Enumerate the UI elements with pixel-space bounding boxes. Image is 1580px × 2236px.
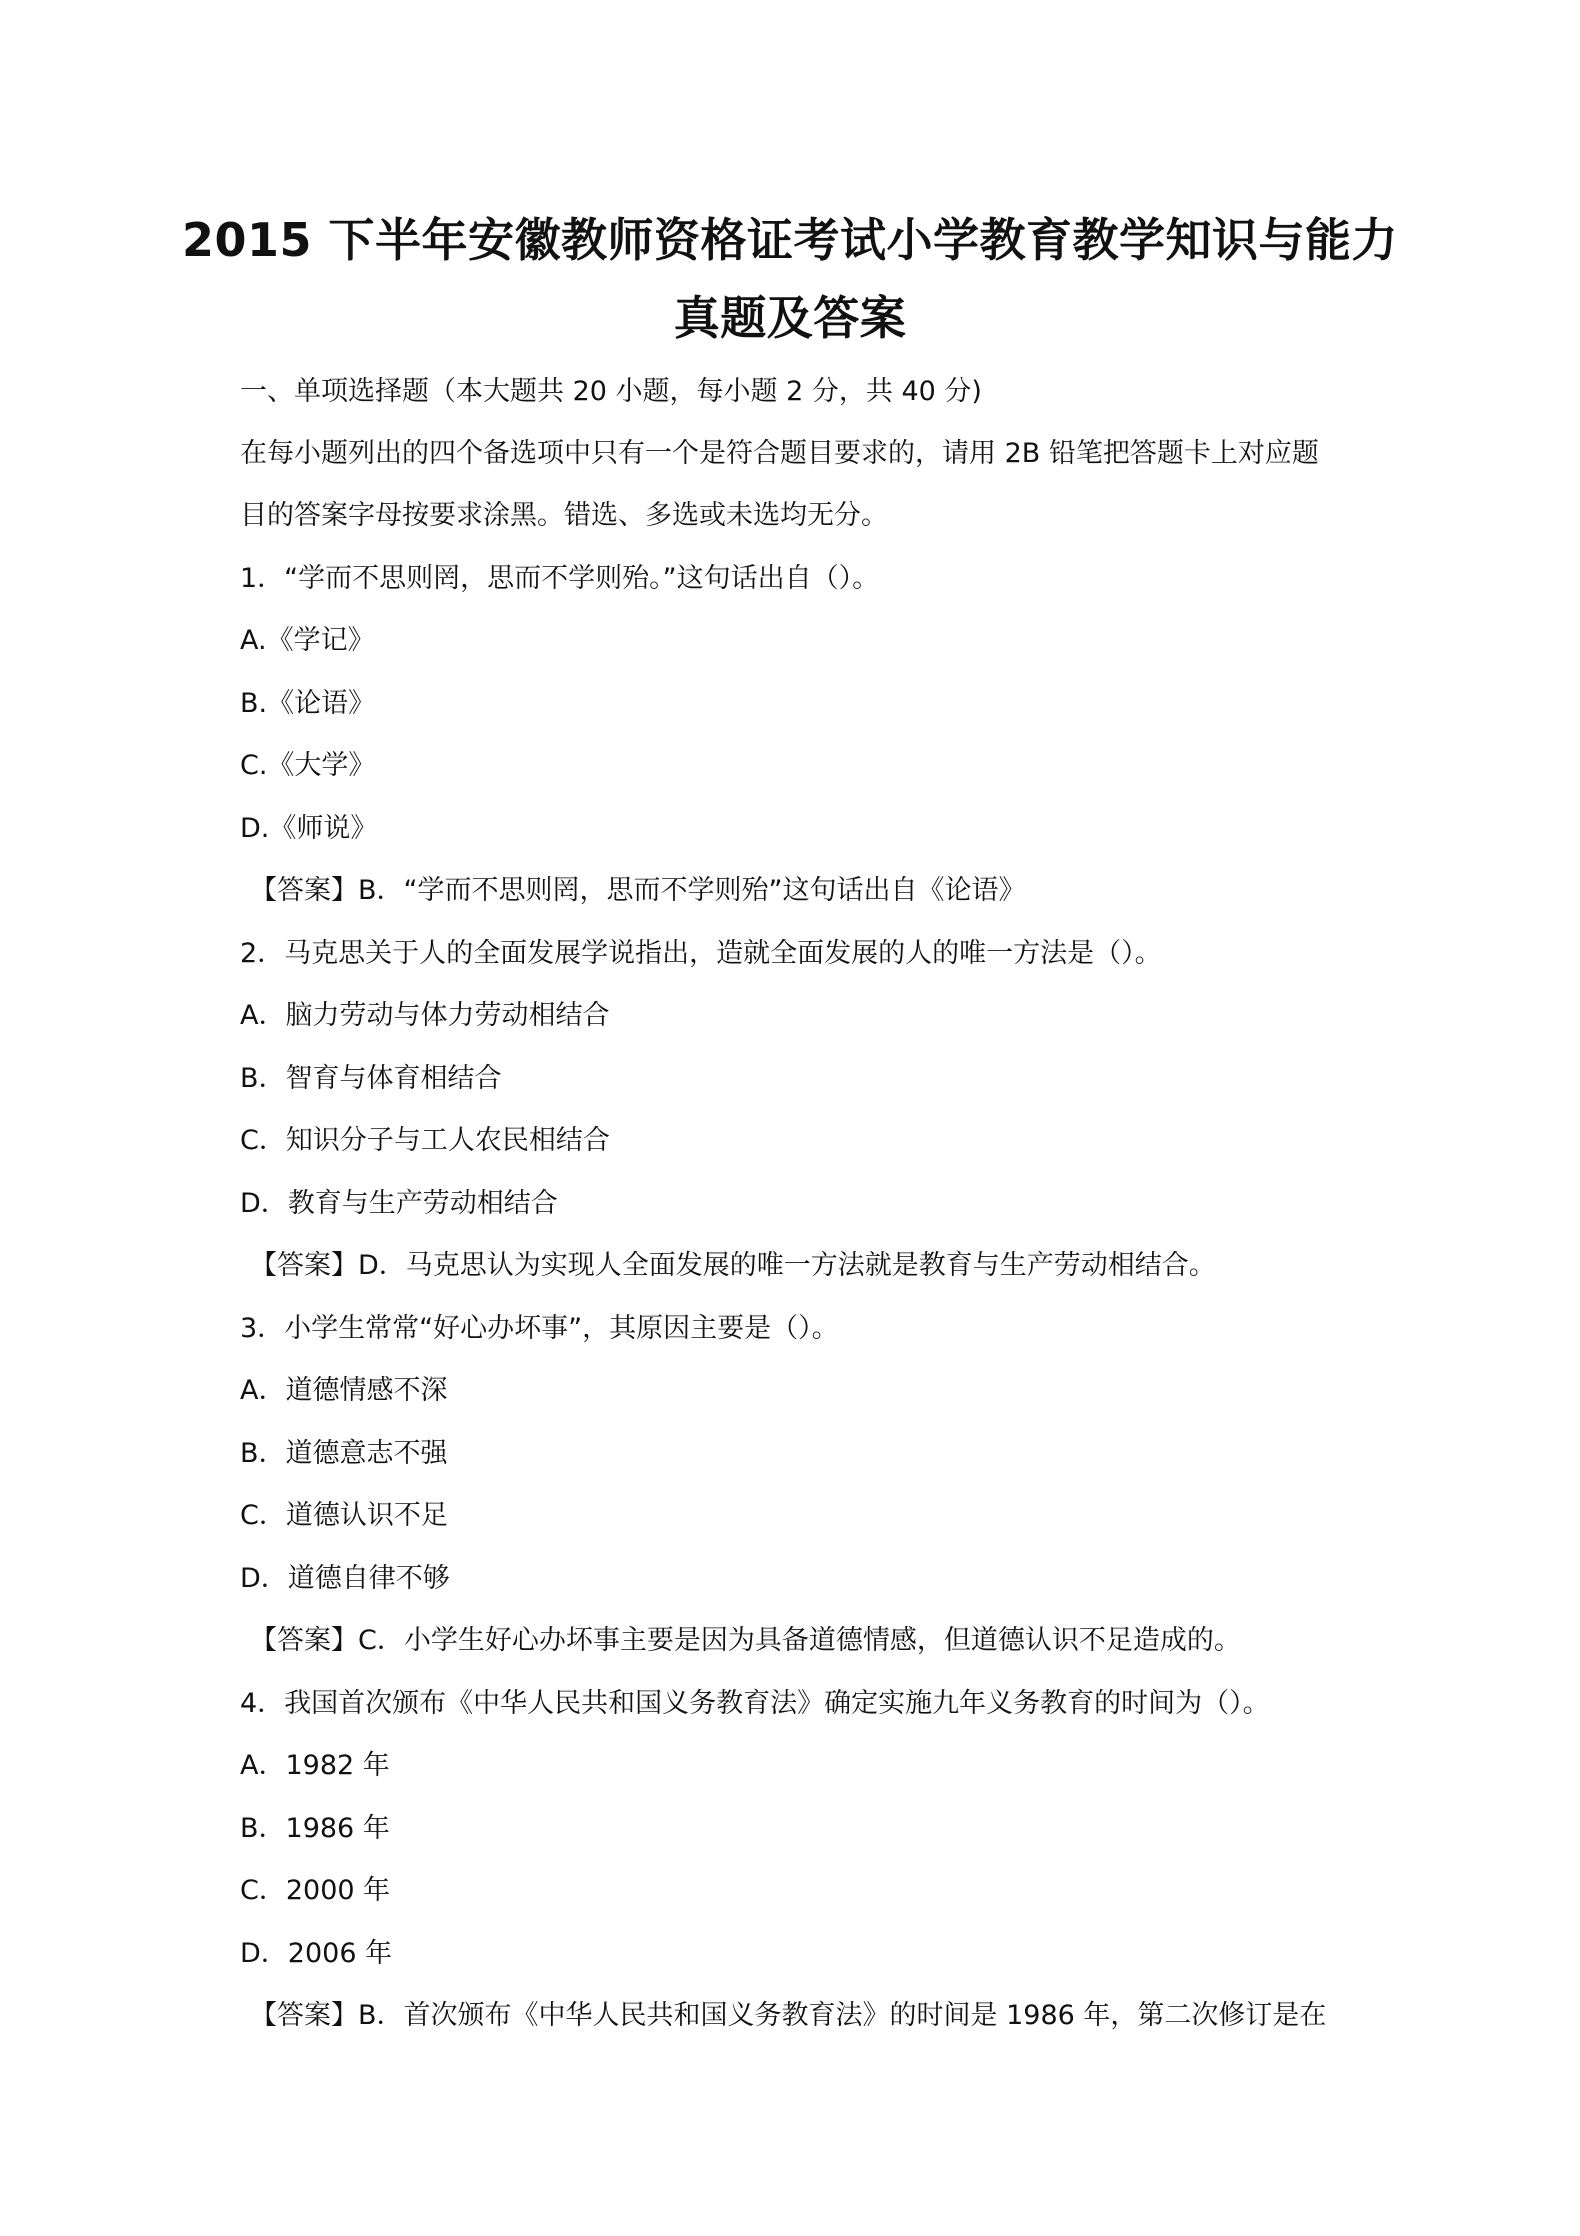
question-2-option-b: B．智育与体育相结合 — [240, 1063, 502, 1094]
question-2-answer: 【答案】D．马克思认为实现人全面发展的唯一方法就是教育与生产劳动相结合。 — [250, 1250, 1216, 1281]
question-2-option-d: D．教育与生产劳动相结合 — [240, 1188, 558, 1219]
question-3-option-a: A．道德情感不深 — [240, 1375, 448, 1406]
question-1-option-c: C.《大学》 — [240, 750, 376, 781]
document-title-line-2: 真题及答案 — [673, 291, 907, 345]
question-4-option-b: B．1986 年 — [240, 1813, 390, 1844]
question-3-answer: 【答案】C．小学生好心办坏事主要是因为具备道德情感，但道德认识不足造成的。 — [250, 1625, 1241, 1656]
question-2-option-c: C．知识分子与工人农民相结合 — [240, 1125, 610, 1156]
question-3-option-c: C．道德认识不足 — [240, 1500, 448, 1531]
question-3-stem: 3．小学生常常“好心办坏事”，其原因主要是（）。 — [240, 1313, 839, 1344]
question-2-option-a: A．脑力劳动与体力劳动相结合 — [240, 1000, 610, 1031]
question-1-stem: 1．“学而不思则罔，思而不学则殆。”这句话出自（）。 — [240, 563, 880, 594]
document-title-line-1: 2015 下半年安徽教师资格证考试小学教育教学知识与能力 — [181, 213, 1399, 267]
instructions-line-2: 目的答案字母按要求涂黑。错选、多选或未选均无分。 — [240, 500, 888, 531]
question-4-answer: 【答案】B．首次颁布《中华人民共和国义务教育法》的时间是 1986 年，第二次修订是在 — [250, 2000, 1327, 2031]
question-1-option-d: D.《师说》 — [240, 813, 378, 844]
question-3-option-b: B．道德意志不强 — [240, 1438, 448, 1469]
question-1-answer: 【答案】B．“学而不思则罔，思而不学则殆”这句话出自《论语》 — [250, 875, 1026, 906]
question-4-option-a: A．1982 年 — [240, 1750, 390, 1781]
question-1-option-b: B.《论语》 — [240, 688, 376, 719]
question-2-stem: 2．马克思关于人的全面发展学说指出，造就全面发展的人的唯一方法是（）。 — [240, 938, 1162, 969]
question-4-stem: 4．我国首次颁布《中华人民共和国义务教育法》确定实施九年义务教育的时间为（）。 — [240, 1688, 1270, 1719]
question-1-option-a: A.《学记》 — [240, 625, 375, 656]
section-heading: 一、单项选择题（本大题共 20 小题，每小题 2 分，共 40 分) — [240, 376, 982, 407]
instructions-line-1: 在每小题列出的四个备选项中只有一个是符合题目要求的，请用 2B 铅笔把答题卡上对应题 — [240, 438, 1319, 469]
question-3-option-d: D．道德自律不够 — [240, 1563, 450, 1594]
question-4-option-d: D．2006 年 — [240, 1938, 393, 1969]
question-4-option-c: C．2000 年 — [240, 1875, 391, 1906]
